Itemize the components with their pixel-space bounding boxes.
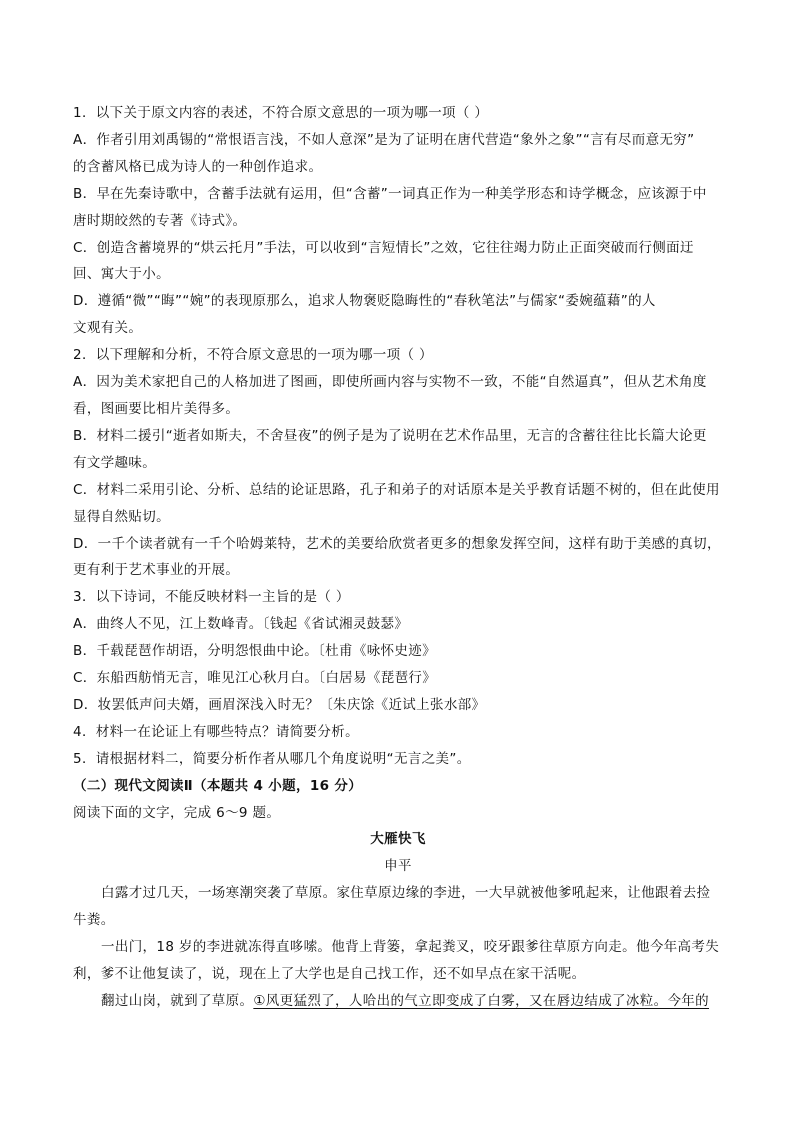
q4-stem: 4．材料一在论证上有哪些特点？请简要分析。: [73, 723, 359, 740]
q3-option-a: A．曲终人不见，江上数峰青。〔钱起《省试湘灵鼓瑟》: [73, 616, 409, 633]
q1-option-b-cont: 唐时期皎然的专著《诗式》。: [73, 212, 247, 229]
q2-option-c: C．材料二采用引论、分析、总结的论证思路，孔子和弟子的对话原本是关乎教育话题不树的，但在此使用: [73, 481, 720, 498]
passage-paragraph-2: 一出门，18 岁的李进就冻得直哆嗦。他背上背篓，拿起粪叉，咬牙跟爹往草原方向走。他今年高考失: [101, 939, 720, 956]
q2-stem: 2．以下理解和分析，不符合原文意思的一项为哪一项（ ）: [73, 347, 433, 364]
passage-paragraph-3-text: 翻过山岗，就到了草原。: [101, 992, 254, 1009]
q1-option-a: A．作者引用刘禹锡的“常恨语言浅，不如人意深”是为了证明在唐代营造“象外之象”“言有尽而意无穷”: [73, 131, 695, 148]
document-page: [73, 100, 723, 1015]
section-heading: （二）现代文阅读Ⅱ（本题共 4 小题，16 分）: [73, 777, 363, 794]
q3-option-c: C．东船西舫悄无言，唯见江心秋月白。〔白居易《琵琶行》: [73, 670, 437, 687]
passage-paragraph-1-cont: 牛粪。: [73, 912, 115, 929]
q3-option-d: D．妆罢低声问夫婿，画眉深浅入时无？〔朱庆馀《近试上张水部》: [73, 696, 486, 713]
q2-option-b: B．材料二援引“逝者如斯夫，不舍昼夜”的例子是为了说明在艺术作品里，无言的含蓄往往比长篇大论更: [73, 427, 707, 444]
section-instruction: 阅读下面的文字，完成 6～9 题。: [73, 804, 281, 821]
passage-paragraph-1: 白露才过几天，一场寒潮突袭了草原。家住草原边缘的李进，一大早就被他爹吼起来，让他跟着去捡: [101, 885, 711, 902]
q1-option-d-cont: 文观有关。: [73, 320, 143, 337]
q1-option-c: C．创造含蓄境界的“烘云托月”手法，可以收到“言短情长”之效，它往往竭力防止正面突破而行侧面迂: [73, 239, 694, 256]
q5-stem: 5．请根据材料二，简要分析作者从哪几个角度说明“无言之美”。: [73, 750, 471, 767]
q1-option-a-cont: 的含蓄风格已成为诗人的一种创作追求。: [73, 158, 323, 175]
q1-option-c-cont: 回、寓大于小。: [73, 266, 170, 283]
underlined-sentence-1: ①风更猛烈了，人哈出的气立即变成了白雾，又在唇边结成了冰粒。今年的: [253, 992, 710, 1009]
q1-option-d: D．遵循“微”“晦”“婉”的表现原那么，追求人物褒贬隐晦性的“春秋笔法”与儒家“委婉蕴藉”的人: [73, 293, 656, 310]
passage-paragraph-3: [73, 988, 723, 1015]
q2-option-b-cont: 有文学趣味。: [73, 454, 157, 471]
passage-author: 申平: [384, 858, 412, 875]
q1-option-b: B．早在先秦诗歌中，含蓄手法就有运用，但“含蓄”一词真正作为一种美学形态和诗学概念，应该源于中: [73, 185, 707, 202]
passage-paragraph-2-cont: 利，爹不让他复读了，说，现在上了大学也是自己找工作，还不如早点在家干活呢。: [73, 966, 586, 982]
q2-option-d: D．一千个读者就有一千个哈姆莱特，艺术的美要给欣赏者更多的想象发挥空间，这样有助于美感的真切，: [73, 535, 721, 552]
q3-option-b: B．千载琵琶作胡语，分明怨恨曲中论。〔杜甫《咏怀史迹》: [73, 643, 436, 660]
q2-option-a: A．因为美术家把自己的人格加进了图画，即使所画内容与实物不一致，不能“自然逼真”，但从艺术角度: [73, 374, 707, 391]
q1-stem: 1．以下关于原文内容的表述，不符合原文意思的一项为哪一项（ ）: [73, 105, 489, 121]
q2-option-a-cont: 看，图画要比相片美得多。: [73, 400, 240, 417]
passage-title: 大雁快飞: [370, 831, 426, 848]
q2-option-c-cont: 显得自然贴切。: [73, 508, 170, 525]
q2-option-d-cont: 更有利于艺术事业的开展。: [73, 562, 240, 579]
q3-stem: 3．以下诗词，不能反映材料一主旨的是（ ）: [73, 589, 350, 606]
